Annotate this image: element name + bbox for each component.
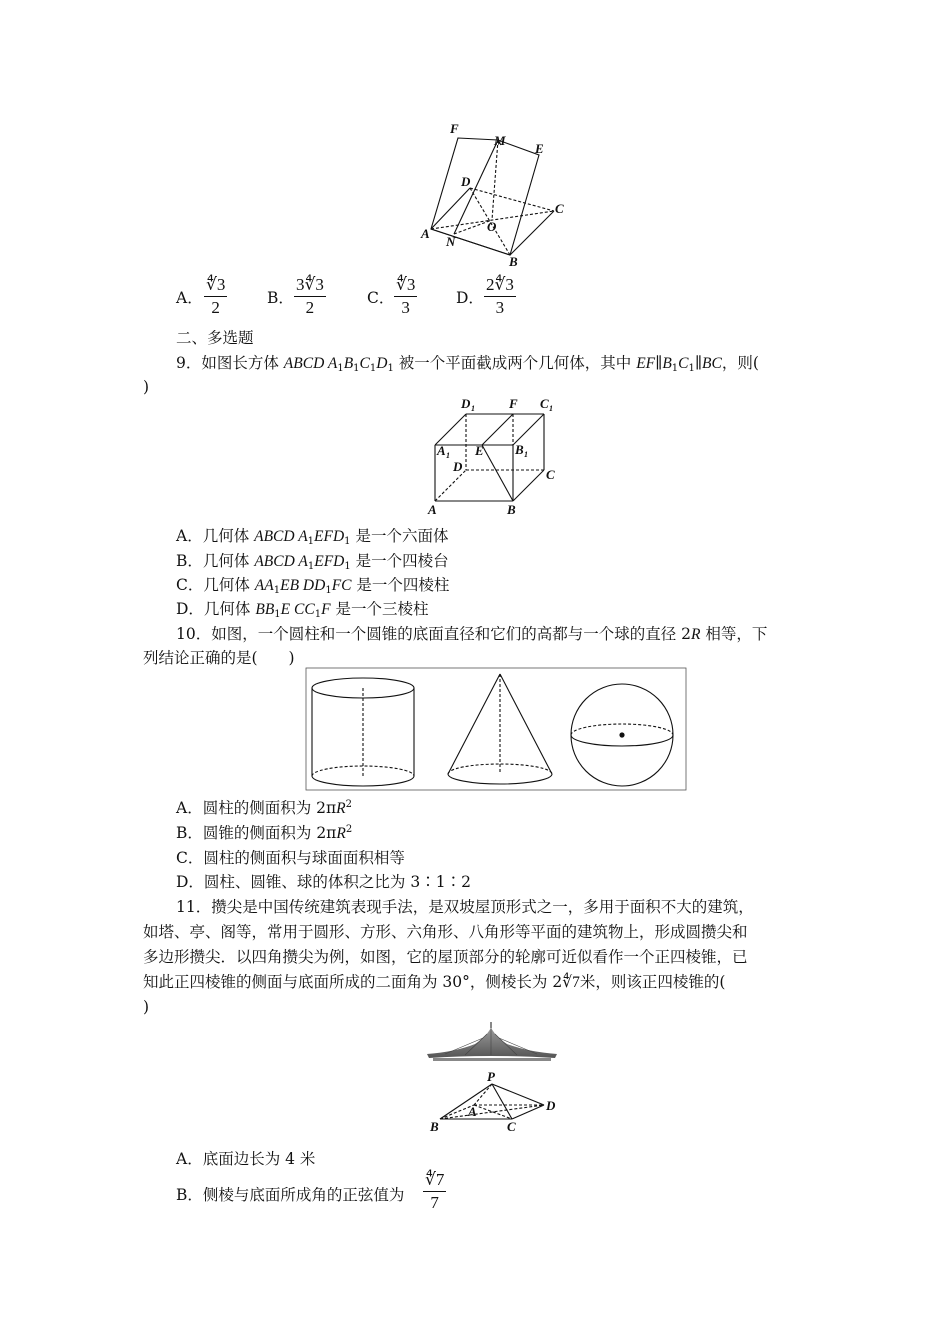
q11-label-c: C bbox=[507, 1119, 516, 1134]
q10-oa-sup: 2 bbox=[345, 799, 353, 810]
q11-stem-line1: 11．攒尖是中国传统建筑表现手法，是双坡屋顶形式之一，多用于面积不大的建筑， bbox=[176, 898, 754, 916]
q10-l1a: 10．如图，一个圆柱和一个圆锥的底面直径和它们的高都与一个球的直径 2 bbox=[176, 625, 692, 643]
q10-cone-left bbox=[448, 674, 500, 774]
q10-option-a[interactable] bbox=[176, 798, 352, 819]
q9-oa-m: ABCD A bbox=[254, 528, 308, 545]
q8-figure bbox=[418, 120, 578, 269]
q10-option-c[interactable]: C．圆柱的侧面积与球面面积相等 bbox=[176, 849, 405, 867]
q9-s6: 1 bbox=[688, 363, 695, 374]
q8-option-a-num: ∜3 bbox=[206, 275, 226, 294]
q11-label-a: A bbox=[468, 1104, 477, 1119]
q11-stem-line3: 多边形攒尖．以四角攒尖为例，如图，它的屋顶部分的轮廓可近似看作一个正四棱锥，已 bbox=[143, 948, 748, 966]
q9-oa-s2: 1 bbox=[344, 536, 351, 547]
section-heading: 二、多选题 bbox=[176, 329, 254, 347]
q8-option-a: A． bbox=[176, 289, 203, 307]
q8-label-f: F bbox=[450, 121, 459, 136]
q9-od-post: 是一个三棱柱 bbox=[330, 600, 429, 618]
q9-m1: ABCD A bbox=[283, 355, 338, 372]
q9-label-b: B bbox=[507, 502, 516, 517]
q11-roof-image bbox=[425, 1022, 559, 1070]
q8-option-b-value bbox=[294, 275, 326, 318]
q9-od-s: 1 bbox=[274, 609, 281, 620]
q10-oa-r: R bbox=[336, 800, 346, 817]
q8-label-o: O bbox=[487, 219, 497, 234]
q8-edge-ab bbox=[431, 229, 510, 255]
q9-s4: 1 bbox=[387, 363, 394, 374]
q10-r: R bbox=[691, 626, 701, 643]
q9-label-c: C bbox=[546, 467, 555, 482]
q11-option-b-den: 7 bbox=[430, 1193, 439, 1212]
q8-option-b-num: 3∜3 bbox=[296, 275, 324, 294]
q9-option-d[interactable] bbox=[176, 599, 428, 620]
q8-label-b: B bbox=[509, 254, 518, 269]
q8-label-m: M bbox=[494, 133, 506, 148]
q9-oa-pre: A．几何体 bbox=[176, 527, 255, 545]
q11-option-b[interactable]: B．侧棱与底面所成角的正弦值为 bbox=[176, 1186, 405, 1204]
q10-oa-pre: A．圆柱的侧面积为 2π bbox=[176, 799, 337, 817]
q8-option-a-den: 2 bbox=[211, 298, 220, 317]
q9-tail: ，则( bbox=[721, 354, 759, 372]
q9-label-b1-sub: 1 bbox=[524, 450, 528, 459]
q10-ob-r: R bbox=[336, 825, 346, 842]
q9-s5: 1 bbox=[671, 363, 679, 374]
q8-option-b: B． bbox=[267, 289, 294, 307]
q8-option-d-value bbox=[484, 275, 516, 318]
q9-label-c1: C bbox=[540, 396, 549, 411]
q10-stem-line1 bbox=[176, 624, 767, 645]
q9-label-b1: B bbox=[515, 442, 524, 457]
q11-label-b: B bbox=[430, 1119, 439, 1134]
q9-label-d1: D bbox=[461, 396, 471, 411]
q8-label-e: E bbox=[535, 141, 544, 156]
q9-ob-m: ABCD A bbox=[254, 553, 308, 570]
q11-stem-line5: ) bbox=[143, 998, 150, 1016]
q9-ob-post: 是一个四棱台 bbox=[350, 552, 449, 570]
q9-mid: 被一个平面截成两个几何体，其中 bbox=[393, 354, 637, 372]
q9-oa-m2: EFD bbox=[314, 528, 345, 545]
q10-cone-right bbox=[500, 674, 552, 774]
q9-oa-s: 1 bbox=[307, 536, 315, 547]
q8-option-d-den: 3 bbox=[495, 298, 505, 317]
q9-option-a[interactable] bbox=[176, 526, 448, 547]
q10-figure bbox=[306, 668, 686, 793]
q8-option-b-den: 2 bbox=[305, 298, 315, 317]
q9-label-a1-sub: 1 bbox=[446, 451, 450, 460]
q9-s3: 1 bbox=[369, 363, 377, 374]
q9-oc-pre: C．几何体 bbox=[176, 576, 255, 594]
q9-ob-s: 1 bbox=[307, 561, 315, 572]
q10-ob-sup: 2 bbox=[345, 824, 353, 835]
q8-option-a-value bbox=[204, 275, 227, 318]
q9-bc: BC bbox=[702, 355, 722, 372]
q9-ob-pre: B．几何体 bbox=[176, 552, 255, 570]
q11-stem-line2: 如塔、亭、阁等，常用于圆形、方形、六角形、八角形等平面的建筑物上，形成圆攒尖和 bbox=[143, 923, 748, 941]
q9-label-a1: A bbox=[437, 443, 446, 458]
q11-option-b-num: ∜7 bbox=[425, 1170, 445, 1189]
q10-option-b[interactable] bbox=[176, 823, 352, 844]
q9-od-s2: 1 bbox=[314, 609, 322, 620]
q10-option-d[interactable]: D．圆柱、圆锥、球的体积之比为 3∶1∶2 bbox=[176, 873, 471, 891]
q8-option-d: D． bbox=[456, 289, 484, 307]
q11-label-p: P bbox=[487, 1069, 495, 1084]
q9-m4: D bbox=[376, 355, 388, 372]
q9-stem-prefix: 9．如图长方体 bbox=[176, 354, 284, 372]
q9-oc-m3: FC bbox=[331, 577, 352, 594]
q9-ob-m2: EFD bbox=[314, 553, 345, 570]
q8-option-c-value bbox=[394, 275, 417, 318]
q10-sphere-center bbox=[619, 732, 624, 737]
q9-b1: B bbox=[662, 355, 672, 372]
q8-label-c: C bbox=[555, 201, 564, 216]
q9-od-pre: D．几何体 bbox=[176, 600, 256, 618]
q9-od-m2: E CC bbox=[280, 601, 315, 618]
q9-m2: B bbox=[343, 355, 354, 372]
q9-s1: 1 bbox=[337, 363, 344, 374]
q9-oc-m2: EB DD bbox=[280, 577, 326, 594]
q11-option-b-value bbox=[423, 1170, 446, 1213]
q9-oc-post: 是一个四棱柱 bbox=[351, 576, 450, 594]
q9-label-d1-sub: 1 bbox=[471, 404, 475, 413]
q11-label-d: D bbox=[546, 1098, 556, 1113]
q9-oa-post: 是一个六面体 bbox=[350, 527, 449, 545]
q9-stem bbox=[176, 353, 759, 374]
q9-oc-m: AA bbox=[254, 577, 274, 594]
q10-ob-pre: B．圆锥的侧面积为 2π bbox=[176, 824, 337, 842]
q9-par1: ∥ bbox=[655, 354, 663, 372]
q9-oc-s2: 1 bbox=[325, 585, 332, 596]
q9-label-c1-sub: 1 bbox=[549, 404, 553, 413]
q9-stem-close: ) bbox=[143, 378, 150, 396]
q10-stem-line2: 列结论正确的是( ) bbox=[143, 649, 295, 667]
q11-option-a[interactable]: A．底面边长为 4 米 bbox=[176, 1150, 316, 1168]
q8-option-c: C． bbox=[367, 289, 395, 307]
q9-ob-s2: 1 bbox=[344, 561, 351, 572]
q9-m3: C bbox=[359, 355, 370, 372]
q9-od-m: BB bbox=[255, 601, 275, 618]
q8-option-c-den: 3 bbox=[401, 298, 410, 317]
q9-od-m3: F bbox=[321, 601, 331, 618]
q11-figure bbox=[428, 1070, 563, 1135]
q9-ef: EF bbox=[636, 355, 656, 372]
q8-label-d: D bbox=[461, 174, 471, 189]
q9-label-e: E bbox=[475, 443, 484, 458]
q8-option-c-num: ∜3 bbox=[396, 275, 416, 294]
q9-oc-s: 1 bbox=[273, 585, 281, 596]
q11-l4-root: ∜7 bbox=[562, 974, 580, 991]
q9-option-b[interactable] bbox=[176, 551, 449, 572]
q9-s2: 1 bbox=[353, 363, 360, 374]
q11-l4a: 知此正四棱锥的侧面与底面所成的二面角为 30°，侧棱长为 2 bbox=[143, 973, 563, 991]
q11-stem-line4 bbox=[143, 972, 725, 993]
q9-label-a: A bbox=[428, 502, 437, 517]
q11-l4b: 米，则该正四棱锥的( bbox=[579, 973, 726, 991]
q9-c1: C bbox=[678, 355, 689, 372]
q8-label-n: N bbox=[446, 234, 456, 249]
q9-figure bbox=[425, 395, 565, 520]
q9-label-f: F bbox=[509, 396, 518, 411]
q9-par2: ∥ bbox=[694, 354, 703, 372]
q8-label-a: A bbox=[421, 226, 430, 241]
q8-option-d-num: 2∜3 bbox=[486, 275, 514, 294]
q10-l1b: 相等，下 bbox=[700, 625, 768, 643]
q9-option-c[interactable] bbox=[176, 575, 449, 596]
q9-label-d: D bbox=[453, 459, 463, 474]
